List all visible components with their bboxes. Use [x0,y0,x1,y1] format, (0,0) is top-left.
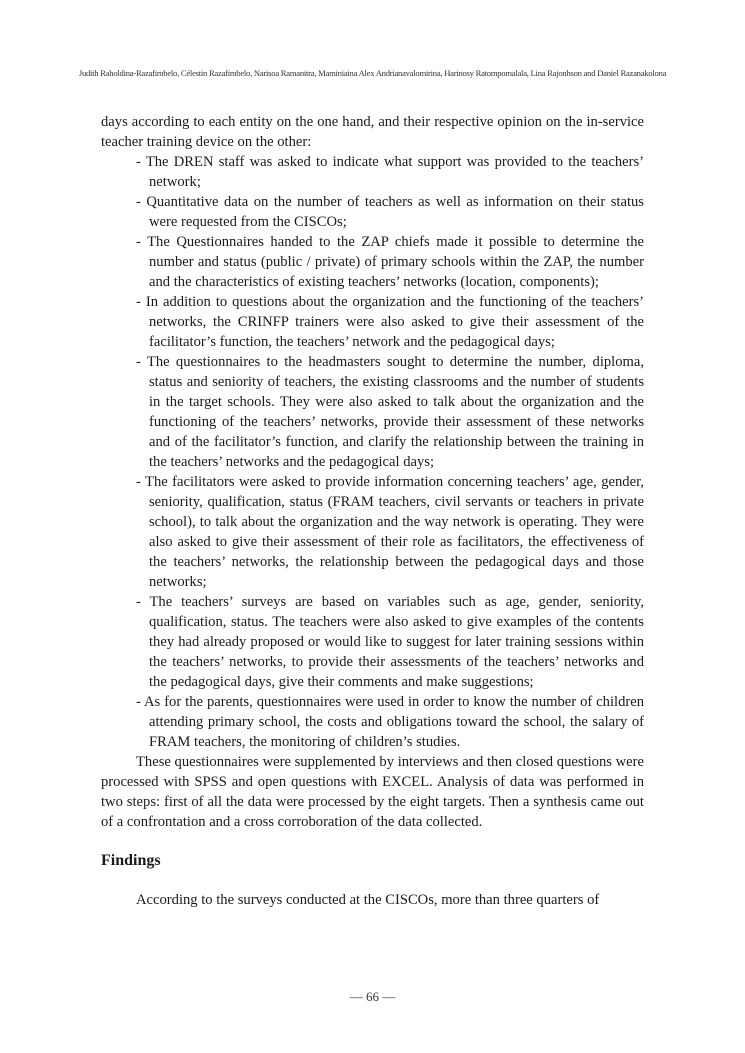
findings-heading: Findings [101,852,161,869]
running-header-authors: Judith Raholdina-Razafimbelo, Célestin Razafimbelo, Narisoa Ramanitra, Maminiaina Alex Andrianavalomirina, Harinosy Ratompomalala, Lina Rajonhson and Daniel Razanakolona [78,68,667,78]
list-item: - The facilitators were asked to provide information concerning teachers’ age, gender, seniority, qualification, status (FRAM teachers, civil servants or teachers in private school), to talk about the organization and the way network is operating. They were also asked to give their assessment of their role as facilitators, the effectiveness of the teachers’ networks, the relationship between the pedagogical days and those networks; [136,474,644,590]
list-item: - The questionnaires to the headmasters sought to determine the number, diploma, status and seniority of teachers, the existing classrooms and the number of students in the target schools. They were also asked to talk about the organization and the functioning of the teachers’ networks, provide their assessment of these networks and of the facilitator’s function, and clarify the relationship between the training in the teachers’ networks and the pedagogical days; [136,354,644,470]
list-item: - As for the parents, questionnaires were used in order to know the number of children attending primary school, the costs and obligations toward the school, the salary of FRAM teachers, the monitoring of children’s studies. [136,694,644,750]
list-item: - In addition to questions about the organization and the functioning of the teachers’ networks, the CRINFP trainers were also asked to give their assessment of the facilitator’s function, the teachers’ network and the pedagogical days; [136,294,644,350]
page-body [101,112,644,910]
findings-paragraph: According to the surveys conducted at the CISCOs, more than three quarters of [136,892,600,908]
list-item: - Quantitative data on the number of teachers as well as information on their status were requested from the CISCOs; [136,194,644,230]
survey-targets-list [101,152,644,752]
list-item: - The DREN staff was asked to indicate what support was provided to the teachers’ network; [136,154,644,190]
closing-paragraph: These questionnaires were supplemented by interviews and then closed questions were processed with SPSS and open questions with EXCEL. Analysis of data was performed in two steps: first of all the data were processed by the eight targets. Then a synthesis came out of a confrontation and a cross corroboration of the data collected. [101,754,644,830]
intro-paragraph: days according to each entity on the one hand, and their respective opinion on the in-service teacher training device on the other: [101,114,644,150]
list-item: - The teachers’ surveys are based on variables such as age, gender, seniority, qualification, status. The teachers were also asked to give examples of the contents they had already proposed or would like to suggest for later training sessions within the teachers’ networks, to provide their assessments of the teachers’ networks and the pedagogical days, give their comments and make suggestions; [136,594,644,690]
list-item: - The Questionnaires handed to the ZAP chiefs made it possible to determine the number and status (public / private) of primary schools within the ZAP, the number and the characteristics of existing teachers’ networks (location, components); [136,234,644,290]
page-number: — 66 — [349,989,396,1004]
